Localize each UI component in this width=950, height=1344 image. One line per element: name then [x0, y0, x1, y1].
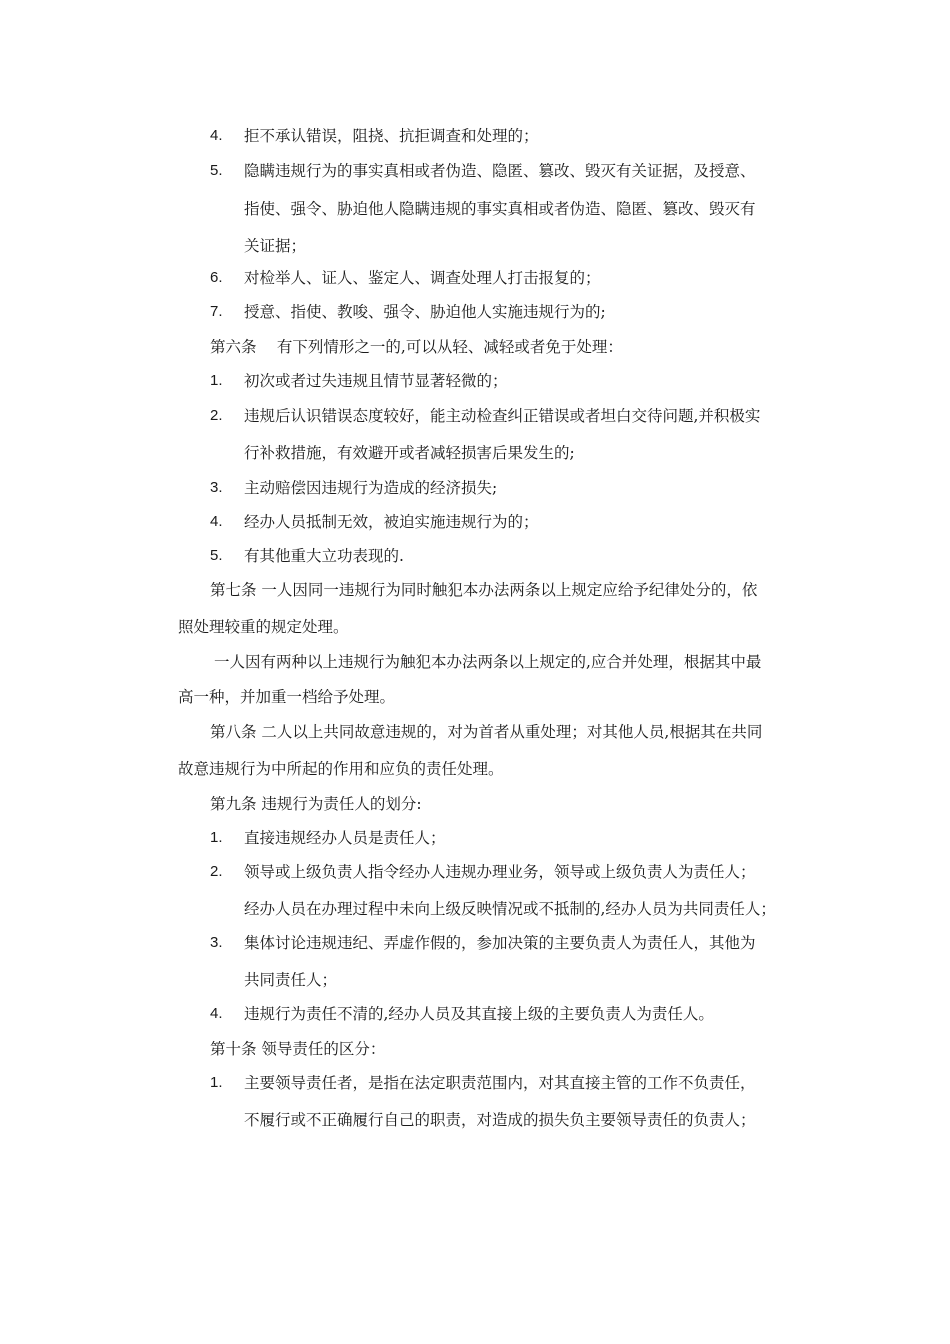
list-number: 4.	[210, 1005, 223, 1022]
list-item-text: 有其他重大立功表现的.	[244, 547, 404, 565]
list-item-text: 主动赔偿因违规行为造成的经济损失;	[244, 479, 498, 497]
list-item-text: 关证据；	[244, 237, 307, 255]
list-item-text: 对检举人、证人、鉴定人、调查处理人打击报复的；	[244, 269, 601, 287]
list-item-text: 拒不承认错误，阻挠、抗拒调查和处理的；	[244, 127, 539, 145]
list-item-text: 初次或者过失违规且情节显著轻微的；	[244, 372, 508, 390]
list-item-text: 领导或上级负责人指令经办人违规办理业务，领导或上级负责人为责任人；	[244, 863, 756, 881]
list-item-text: 不履行或不正确履行自己的职责，对造成的损失负主要领导责任的负责人；	[244, 1111, 756, 1129]
list-item-text: 经办人员在办理过程中未向上级反映情况或不抵制的,经办人员为共同责任人；	[244, 900, 776, 918]
list-number: 1.	[210, 829, 223, 846]
list-item-text: 集体讨论违规违纪、弄虚作假的，参加决策的主要负责人为责任人，其他为	[244, 934, 756, 952]
list-number: 7.	[210, 303, 223, 320]
paragraph-line: 第八条 二人以上共同故意违规的，对为首者从重处理；对其他人员,根据其在共同	[210, 723, 763, 741]
article-heading: 第九条 违规行为责任人的划分:	[210, 795, 422, 813]
list-number: 3.	[210, 479, 223, 496]
list-number: 2.	[210, 407, 223, 424]
list-number: 1.	[210, 1074, 223, 1091]
list-number: 5.	[210, 547, 223, 564]
list-item-text: 隐瞒违规行为的事实真相或者伪造、隐匿、篡改、毁灭有关证据，及授意、	[244, 162, 756, 180]
list-number: 4.	[210, 513, 223, 530]
list-item-text: 违规后认识错误态度较好，能主动检查纠正错误或者坦白交待问题,并积极实	[244, 407, 761, 425]
list-item-text: 直接违规经办人员是责任人；	[244, 829, 446, 847]
list-number: 1.	[210, 372, 223, 389]
list-item-text: 共同责任人；	[244, 971, 338, 989]
paragraph-line: 一人因有两种以上违规行为触犯本办法两条以上规定的,应合并处理，根据其中最	[214, 653, 762, 671]
list-number: 5.	[210, 162, 223, 179]
list-item-text: 主要领导责任者，是指在法定职责范围内，对其直接主管的工作不负责任，	[244, 1074, 756, 1092]
list-number: 3.	[210, 934, 223, 951]
list-number: 2.	[210, 863, 223, 880]
list-number: 4.	[210, 127, 223, 144]
paragraph-line: 照处理较重的规定处理。	[178, 618, 349, 636]
list-number: 6.	[210, 269, 223, 286]
paragraph-line: 高一种，并加重一档给予处理。	[178, 688, 396, 706]
list-item-text: 授意、指使、教唆、强令、胁迫他人实施违规行为的;	[244, 303, 606, 321]
list-item-text: 指使、强令、胁迫他人隐瞒违规的事实真相或者伪造、隐匿、篡改、毁灭有	[244, 200, 756, 218]
article-heading: 第六条 有下列情形之一的,可以从轻、减轻或者免于处理：	[210, 338, 623, 356]
list-item-text: 经办人员抵制无效，被迫实施违规行为的；	[244, 513, 539, 531]
article-heading: 第十条 领导责任的区分：	[210, 1040, 386, 1058]
list-item-text: 行补救措施，有效避开或者减轻损害后果发生的;	[244, 444, 575, 462]
paragraph-line: 故意违规行为中所起的作用和应负的责任处理。	[178, 760, 504, 778]
list-item-text: 违规行为责任不清的,经办人员及其直接上级的主要负责人为责任人。	[244, 1005, 714, 1023]
paragraph-line: 第七条 一人因同一违规行为同时触犯本办法两条以上规定应给予纪律处分的，依	[210, 581, 758, 599]
